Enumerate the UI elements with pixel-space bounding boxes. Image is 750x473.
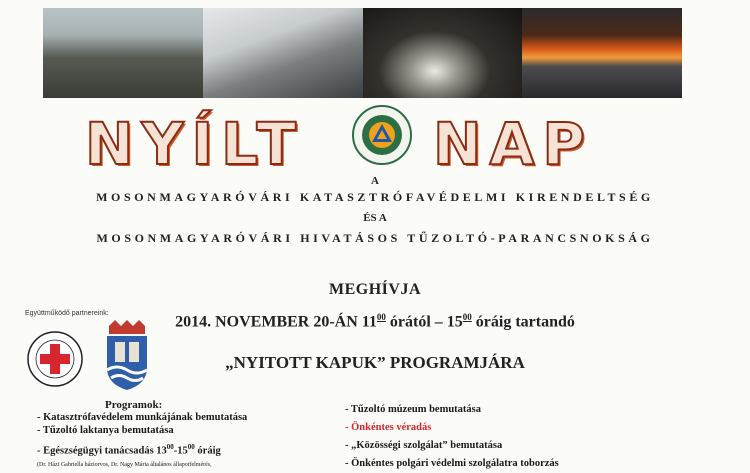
town-coat-of-arms-icon	[103, 320, 151, 390]
header-photo-strip	[43, 8, 682, 98]
programs-title: Programok:	[105, 399, 163, 411]
sparks-cutting-photo	[363, 8, 523, 98]
org-line-2: MOSONMAGYARÓVÁRI HIVATÁSOS TŰZOLTÓ-PARANCSNOKSÁG	[96, 231, 654, 245]
red-cross-logo-icon	[26, 330, 84, 388]
field-fire-photo	[43, 8, 203, 98]
health-note: (Dr. Házi Gabriella háziorvos, Dr. Nagy Mária általános állapotfelmérés,	[37, 461, 212, 468]
invite-meghivja: MEGHÍVJA	[329, 281, 421, 298]
title-word-nyilt: NYÍLT	[85, 110, 305, 178]
org-line-1: MOSONMAGYARÓVÁRI KATASZTRÓFAVÉDELMI KIRENDELTSÉG	[96, 190, 654, 204]
building-fire-photo	[522, 8, 682, 98]
program-name: „NYITOTT KAPUK” PROGRAMJÁRA	[225, 353, 525, 372]
list-item: - Tűzoltó laktanya bemutatása	[37, 425, 174, 436]
title-word-nap: NAP	[433, 110, 593, 178]
program-list-left	[37, 411, 247, 472]
list-item: - Önkéntes polgári védelmi szolgálatra toborzás	[345, 458, 559, 469]
list-item: - Egészségügyi tanácsadás $13^{00}-15^{00}$ óráig	[37, 443, 221, 457]
disaster-management-emblem-icon	[351, 104, 413, 166]
event-date: 2014. NOVEMBER 20-ÁN $11^{00}$ órától – $15^{00}$ óráig tartandó	[175, 312, 575, 331]
list-item: - Katasztrófavédelem munkájának bemutatása	[37, 412, 248, 423]
program-list-right	[345, 401, 559, 473]
list-item: - Tűzoltó múzeum bemutatása	[345, 404, 482, 415]
list-item: - Önkéntes véradás	[345, 422, 432, 433]
header-a: A	[371, 175, 379, 187]
header-es-a: ÉS A	[363, 212, 387, 224]
car-rescue-photo	[203, 8, 363, 98]
list-item: - „Közösségi szolgálat” bemutatása	[345, 440, 503, 451]
partners-label: Együttműködő partnereink:	[25, 310, 109, 317]
